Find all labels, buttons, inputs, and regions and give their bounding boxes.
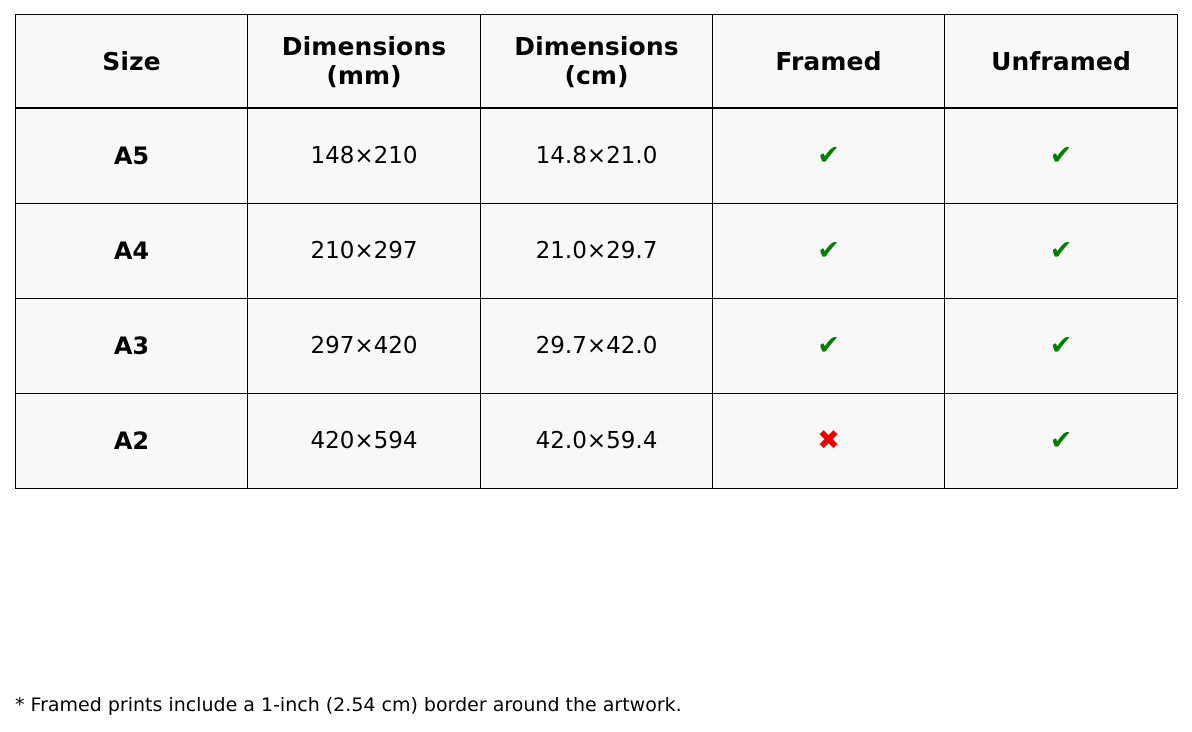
column-header-dimensions-mm: Dimensions (mm) <box>248 15 481 109</box>
table-body <box>16 108 1178 489</box>
cell-unframed <box>945 299 1178 394</box>
cell-dimensions-cm: 42.0×59.4 <box>481 394 713 489</box>
cell-size: A2 <box>16 394 248 489</box>
cell-unframed <box>945 394 1178 489</box>
check-icon: ✔ <box>817 140 840 171</box>
table-row <box>16 394 1178 489</box>
print-size-table <box>15 14 1178 489</box>
cell-size: A5 <box>16 108 248 204</box>
cell-framed <box>713 204 945 299</box>
cell-framed <box>713 299 945 394</box>
footnote: * Framed prints include a 1-inch (2.54 cm) border around the artwork. <box>15 694 682 716</box>
cell-dimensions-mm: 297×420 <box>248 299 481 394</box>
cell-dimensions-mm: 210×297 <box>248 204 481 299</box>
check-icon: ✔ <box>1049 140 1073 171</box>
cell-dimensions-mm: 420×594 <box>248 394 481 489</box>
table-row <box>16 108 1178 204</box>
table-header-row <box>16 15 1178 109</box>
column-header-dimensions-cm: Dimensions (cm) <box>481 15 713 109</box>
cell-size: A3 <box>16 299 248 394</box>
cell-unframed <box>945 204 1178 299</box>
check-icon: ✔ <box>1049 330 1073 361</box>
cell-dimensions-cm: 29.7×42.0 <box>481 299 713 394</box>
table-row <box>16 299 1178 394</box>
table-header <box>16 15 1178 109</box>
cell-unframed <box>945 108 1178 204</box>
check-icon: ✔ <box>817 330 840 361</box>
check-icon: ✔ <box>817 235 840 266</box>
cross-icon: ✖ <box>817 425 840 456</box>
check-icon: ✔ <box>1049 235 1073 266</box>
cell-size: A4 <box>16 204 248 299</box>
cell-dimensions-cm: 21.0×29.7 <box>481 204 713 299</box>
column-header-unframed: Unframed <box>945 15 1178 109</box>
cell-dimensions-cm: 14.8×21.0 <box>481 108 713 204</box>
column-header-size: Size <box>16 15 248 109</box>
cell-framed <box>713 394 945 489</box>
check-icon: ✔ <box>1049 425 1073 456</box>
column-header-framed: Framed <box>713 15 945 109</box>
table-row <box>16 204 1178 299</box>
cell-dimensions-mm: 148×210 <box>248 108 481 204</box>
cell-framed <box>713 108 945 204</box>
